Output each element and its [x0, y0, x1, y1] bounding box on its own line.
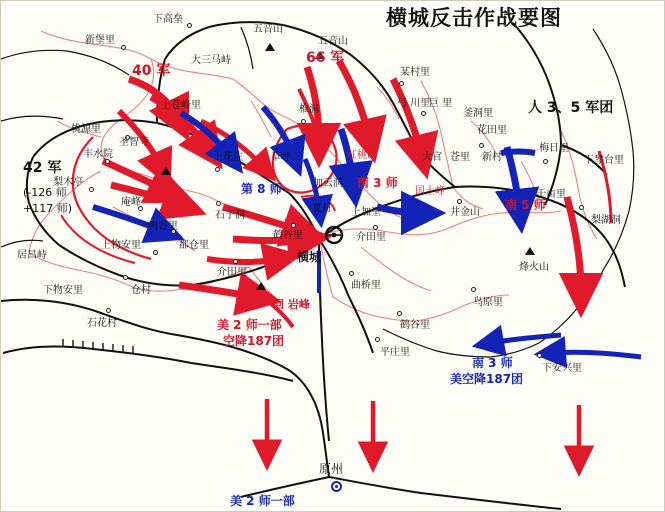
settlement-dot	[373, 225, 378, 230]
place-label: 新堡里	[85, 35, 115, 46]
place-label: 下高垒	[153, 14, 183, 25]
settlement-dot	[291, 223, 296, 228]
place-label: 苍里	[450, 152, 470, 163]
place-label: 烽火山	[519, 262, 549, 273]
place-label: 井金山	[450, 207, 480, 218]
settlement-dot	[579, 205, 584, 210]
place-label: 草坪	[271, 152, 291, 163]
settlement-dot	[301, 119, 306, 124]
place-label: 鸭谷里	[148, 221, 178, 232]
place-label: 夏月	[312, 203, 332, 214]
settlement-dot	[471, 287, 476, 292]
unit-label-blue: 南 3 师	[472, 356, 513, 370]
place-label: 介田里	[356, 232, 386, 243]
mountain-peak-icon	[256, 282, 266, 290]
settlement-dot	[543, 159, 548, 164]
place-label: 鹤谷里	[273, 230, 303, 241]
place-label: 石花村	[87, 318, 117, 329]
railway-hatching	[63, 339, 133, 354]
unit-label-red: 66 军	[306, 50, 345, 66]
mountain-peak-icon	[525, 247, 535, 255]
settlement-dot	[187, 23, 192, 28]
place-label: 梨湖洞	[591, 215, 621, 226]
place-label: 新村	[482, 152, 502, 163]
unit-label-red: 空降187团	[223, 334, 285, 348]
place-label: 巨 里	[429, 98, 453, 109]
place-label: 石子洞	[215, 210, 245, 221]
settlement-dot	[375, 337, 380, 342]
unit-label-red: 回 岩峰	[273, 298, 310, 311]
place-label: 上苍峰里	[161, 100, 201, 111]
settlement-dot	[421, 111, 426, 116]
unit-label-red: 美 2 师一部	[217, 318, 282, 332]
place-label-hengcheng: 横城	[297, 250, 322, 264]
unit-label-black: 42 军	[23, 160, 62, 176]
place-label: 弓 川里	[397, 98, 431, 109]
place-label: 上加里	[351, 207, 381, 218]
place-label: 桃源里	[71, 124, 101, 135]
place-label: 椎洞	[299, 104, 319, 115]
place-label: 上物安里	[101, 240, 141, 251]
place-label: 鹤谷里	[400, 320, 430, 331]
settlement-dot	[399, 81, 404, 86]
settlement-dot	[216, 201, 221, 206]
settlement-dot	[233, 259, 238, 264]
unit-label-black: 人 3、5 军团	[528, 100, 614, 116]
city-symbol-wonju	[331, 481, 342, 492]
place-label: 下琴台里	[584, 155, 624, 166]
settlement-dot	[537, 353, 542, 358]
unit-label-black: (-126 师	[23, 186, 67, 199]
place-label: 下物安里	[43, 285, 83, 296]
settlement-dot	[215, 167, 220, 172]
place-label: 庵峰	[121, 197, 141, 208]
place-label: 上花佐	[213, 152, 243, 163]
place-label: 大官	[422, 152, 442, 163]
settlement-dot	[106, 308, 111, 313]
unit-label-blue: 美 2 师一部	[230, 494, 295, 508]
place-label: 居昌峙	[17, 250, 47, 261]
place-label: 梅日里	[539, 143, 569, 154]
unit-label-blue: 第 8 师	[241, 182, 282, 196]
unit-label-black: +117 师)	[23, 202, 73, 215]
unit-label-red: 南 3 师	[357, 176, 398, 190]
unit-label-blue: 美空降187团	[450, 372, 524, 386]
map-graphics	[1, 1, 665, 512]
place-label: 釜洞里	[463, 108, 493, 119]
place-label: 国土峰	[415, 186, 445, 197]
place-label: 花田里	[477, 125, 507, 136]
settlement-dot	[479, 143, 484, 148]
settlement-dot	[349, 271, 354, 276]
settlement-dot	[153, 250, 158, 255]
settlement-dot	[397, 311, 402, 316]
unit-label-red: 40 军	[132, 63, 171, 79]
place-label: 仓村	[131, 285, 151, 296]
place-label: 某村里	[400, 67, 430, 78]
mountain-peak-icon	[161, 167, 171, 175]
place-label-wonju: 原州	[319, 462, 344, 476]
place-label: 下安兴里	[542, 363, 582, 374]
place-label: 五音山	[253, 24, 283, 35]
place-label: 大三马峙	[191, 55, 231, 66]
place-label: 平庄里	[380, 347, 410, 358]
place-label: 丰水院	[83, 149, 113, 160]
place-label: 梨木亭	[53, 177, 83, 188]
place-label: 于亩里	[536, 189, 566, 200]
place-label: 都仓里	[179, 240, 209, 251]
settlement-dot	[121, 45, 126, 50]
place-label: 红桃山	[347, 150, 377, 161]
place-label: 介田里	[217, 267, 247, 278]
settlement-dot	[457, 199, 462, 204]
place-label: 五音山	[318, 36, 348, 47]
place-label: 加云洞	[313, 178, 343, 189]
unit-label-red: 南 5 师	[505, 198, 546, 212]
place-label: 鸟原里	[473, 297, 503, 308]
place-label: 曲桥里	[351, 280, 381, 291]
mountain-peak-icon	[265, 43, 275, 51]
place-label: 圣智寺	[119, 137, 149, 148]
settlement-dot	[89, 187, 94, 192]
page-title: 横城反击作战要图	[386, 6, 562, 30]
settlement-dot	[123, 275, 128, 280]
